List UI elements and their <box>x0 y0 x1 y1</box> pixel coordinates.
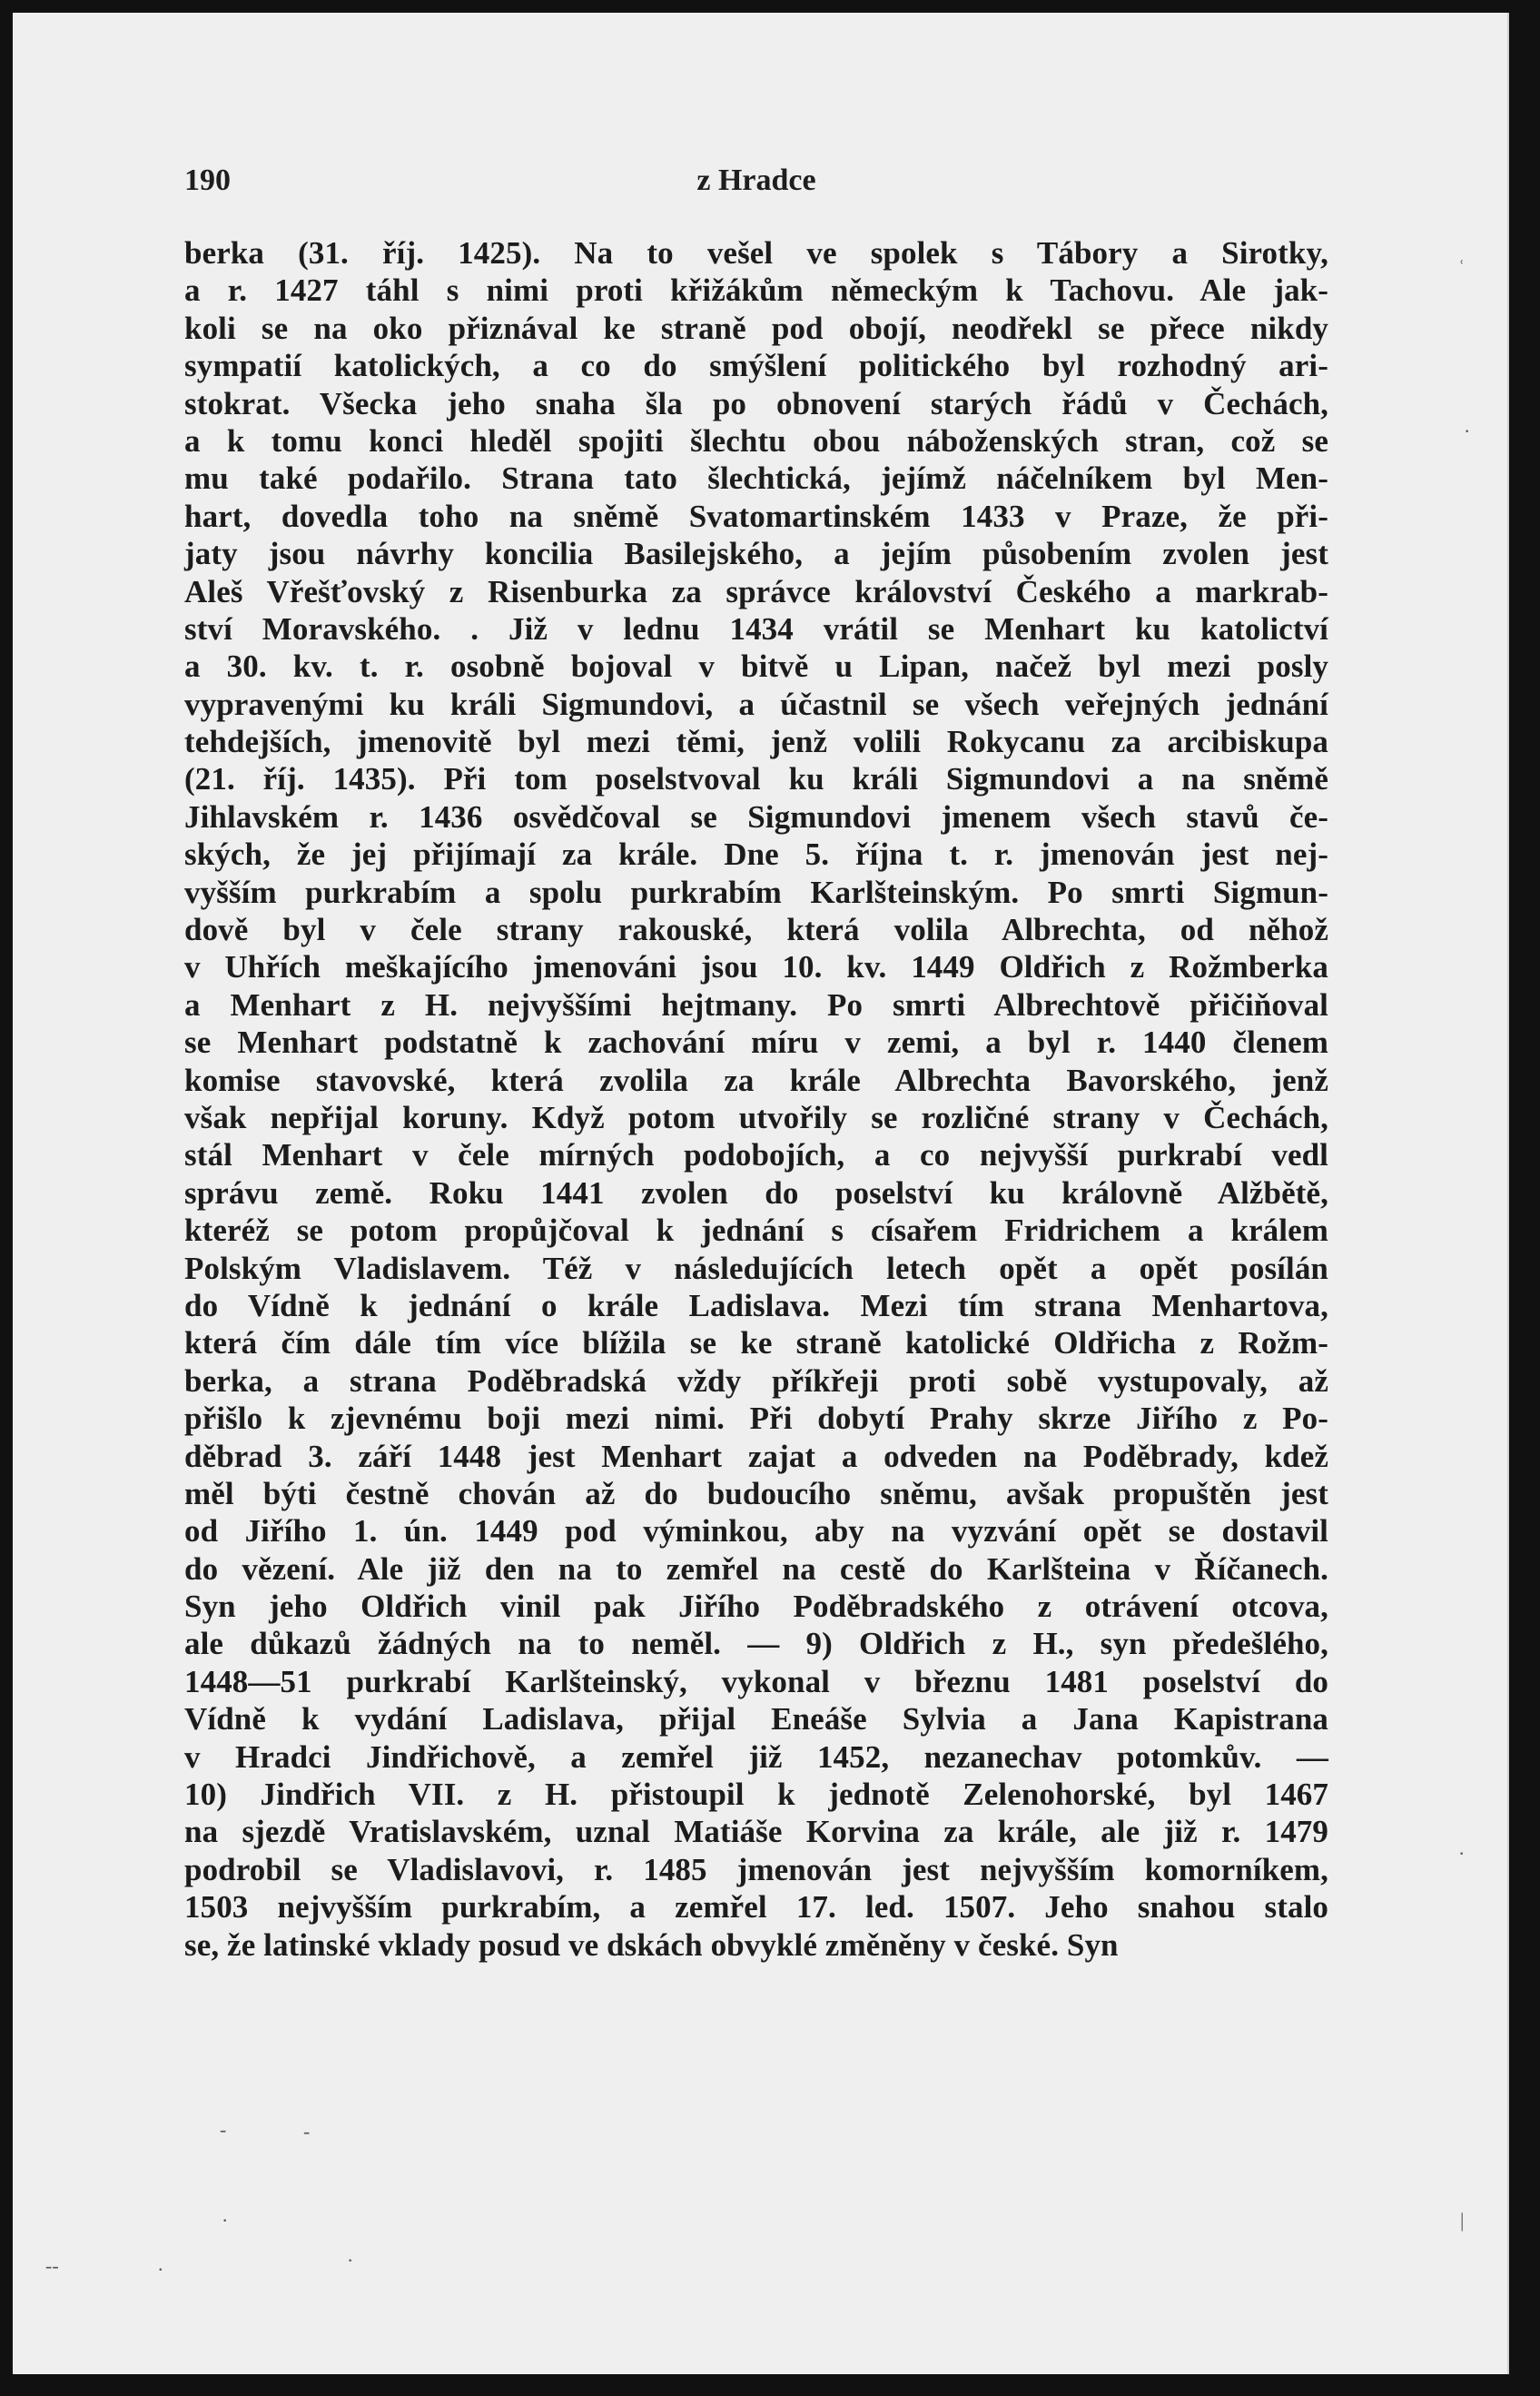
text-line: vyšším purkrabím a spolu purkrabím Karlšteinským. Po smrti Sigmun- <box>184 874 1328 910</box>
body-text <box>184 234 1328 1964</box>
text-line: v Uhřích meškajícího jmenováni jsou 10. kv. 1449 Oldřich z Rožmberka <box>184 949 1328 985</box>
text-line: berka, a strana Poděbradská vždy příkřeji proti sobě vystupovaly, až <box>184 1362 1328 1399</box>
text-line: která čím dále tím více blížila se ke straně katolické Oldřicha z Rožm- <box>184 1325 1328 1361</box>
text-line: děbrad 3. září 1448 jest Menhart zajat a odveden na Poděbrady, kdež <box>184 1438 1328 1474</box>
text-line: Jihlavském r. 1436 osvědčoval se Sigmundovi jmenem všech stavů če- <box>184 798 1328 835</box>
text-line: v Hradci Jindřichově, a zemřel již 1452, nezanechav potomkův. — <box>184 1738 1328 1775</box>
text-line: podrobil se Vladislavovi, r. 1485 jmenován jest nejvyšším komorníkem, <box>184 1851 1328 1887</box>
text-line: mu také podařilo. Strana tato šlechtická, jejímž náčelníkem byl Men- <box>184 460 1328 497</box>
text-line: na sjezdě Vratislavském, uznal Matiáše Korvina za krále, ale již r. 1479 <box>184 1814 1328 1850</box>
text-line: Syn jeho Oldřich vinil pak Jiřího Poděbradského z otrávení otcova, <box>184 1589 1328 1625</box>
text-line: od Jiřího 1. ún. 1449 pod výminkou, aby na vyzvání opět se dostavil <box>184 1513 1328 1549</box>
text-line: 10) Jindřich VII. z H. přistoupil k jednotě Zelenohorské, byl 1467 <box>184 1777 1328 1813</box>
margin-speck: · <box>347 2249 354 2272</box>
margin-speck: · <box>1464 420 1471 442</box>
margin-speck: -- <box>45 2254 59 2277</box>
text-line: však nepřijal koruny. Když potom utvořily se rozličné strany v Čechách, <box>184 1099 1328 1135</box>
text-line: vypravenými ku králi Sigmundovi, a účastnil se všech veřejných jednání <box>184 686 1328 722</box>
text-line: sympatií katolických, a co do smýšlení politického byl rozhodný ari- <box>184 348 1328 384</box>
text-line: stokrat. Všecka jeho snaha šla po obnovení starých řádů v Čechách, <box>184 385 1328 421</box>
text-line: (21. říj. 1435). Při tom poselstvoval ku králi Sigmundovi a na sněmě <box>184 761 1328 797</box>
running-title: z Hradce <box>696 163 816 197</box>
text-line: do vězení. Ale již den na to zemřel na cestě do Karlšteina v Říčanech. <box>184 1550 1328 1587</box>
text-line: se, že latinské vklady posud ve dskách obvyklé změněny v české. Syn <box>184 1926 1119 1963</box>
text-line: měl býti čestně chován až do budoucího sněmu, avšak propuštěn jest <box>184 1475 1328 1511</box>
margin-speck: · <box>1458 1842 1466 1865</box>
text-line: přišlo k zjevnému boji mezi nimi. Při dobytí Prahy skrze Jiřího z Po- <box>184 1401 1328 1437</box>
text-line: a r. 1427 táhl s nimi proti křižákům německým k Tachovu. Ale jak- <box>184 272 1328 309</box>
margin-speck: ʿ <box>1458 256 1466 279</box>
text-line: Vídně k vydání Ladislava, přijal Eneáše Sylvia a Jana Kapistrana <box>184 1701 1328 1738</box>
text-line: ských, že jej přijímají za krále. Dne 5. října t. r. jmenován jest nej- <box>184 837 1328 873</box>
margin-speck: . <box>158 2252 163 2275</box>
text-line: dově byl v čele strany rakouské, která volila Albrechta, od něhož <box>184 912 1328 948</box>
text-line: koli se na oko přiznával ke straně pod obojí, neodřekl se přece nikdy <box>184 310 1328 346</box>
text-line: hart, dovedla toho na sněmě Svatomartinském 1433 v Praze, že při- <box>184 498 1328 534</box>
text-line: kteréž se potom propůjčoval k jednání s císařem Fridrichem a králem <box>184 1213 1328 1249</box>
text-line: se Menhart podstatně k zachování míru v zemi, a byl r. 1440 členem <box>184 1025 1328 1061</box>
text-line: a Menhart z H. nejvyššími hejtmany. Po smrti Albrechtově přičiňoval <box>184 986 1328 1023</box>
margin-speck: | <box>1460 2209 1465 2232</box>
text-line: 1448—51 purkrabí Karlšteinský, vykonal v březnu 1481 poselství do <box>184 1663 1328 1699</box>
text-line: 1503 nejvyšším purkrabím, a zemřel 17. led. 1507. Jeho snahou stalo <box>184 1889 1328 1926</box>
text-line: ství Moravského. . Již v lednu 1434 vrátil se Menhart ku katolictví <box>184 610 1328 647</box>
margin-speck: - <box>220 2118 227 2141</box>
text-line: tehdejších, jmenovitě byl mezi těmi, jenž volili Rokycanu za arcibiskupa <box>184 724 1328 760</box>
text-line: Aleš Vřešťovský z Risenburka za správce království Českého a markrab- <box>184 573 1328 609</box>
margin-speck: · <box>222 2209 229 2232</box>
text-line: správu země. Roku 1441 zvolen do poselství ku královně Alžbětě, <box>184 1174 1328 1211</box>
text-line: jaty jsou návrhy koncilia Basilejského, a jejím působením zvolen jest <box>184 536 1328 572</box>
text-line: berka (31. říj. 1425). Na to vešel ve spolek s Tábory a Sirotky, <box>184 235 1328 271</box>
text-line: Polským Vladislavem. Též v následujících letech opět a opět posílán <box>184 1250 1328 1286</box>
text-line: komise stavovské, která zvolila za krále Albrechta Bavorského, jenž <box>184 1062 1328 1098</box>
text-line: stál Menhart v čele mírných podobojích, a co nejvyšší purkrabí vedl <box>184 1137 1328 1173</box>
text-line: a k tomu konci hleděl spojiti šlechtu obou náboženských stran, což se <box>184 422 1328 459</box>
margin-speck: - <box>303 2120 311 2143</box>
text-line: a 30. kv. t. r. osobně bojoval v bitvě u Lipan, načež byl mezi posly <box>184 649 1328 685</box>
text-line: do Vídně k jednání o krále Ladislava. Mezi tím strana Menhartova, <box>184 1287 1328 1323</box>
running-header <box>184 163 1328 218</box>
text-line: ale důkazů žádných na to neměl. — 9) Oldřich z H., syn předešlého, <box>184 1626 1328 1662</box>
page-number: 190 <box>184 163 231 197</box>
